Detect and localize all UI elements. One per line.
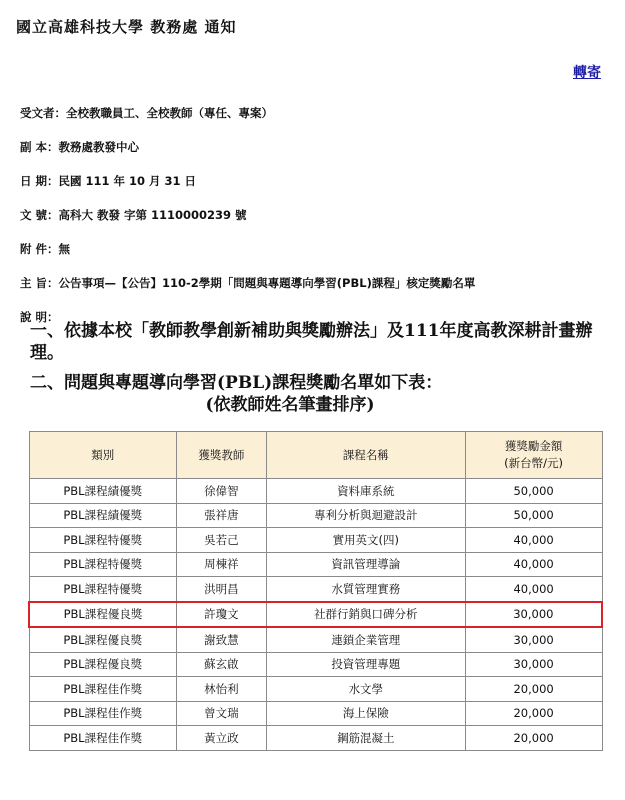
cell-teacher: 周棟祥 <box>176 552 266 577</box>
cell-amount: 20,000 <box>465 677 602 702</box>
cell-category: PBL課程佳作獎 <box>29 701 176 726</box>
cell-category: PBL課程特優獎 <box>29 552 176 577</box>
cell-course: 鋼筋混凝土 <box>266 726 465 751</box>
cell-amount: 20,000 <box>465 701 602 726</box>
table-row <box>29 552 602 577</box>
cell-teacher: 洪明昌 <box>176 577 266 602</box>
table-row <box>29 627 602 652</box>
cell-teacher: 張祥唐 <box>176 503 266 528</box>
header-teacher: 獲獎教師 <box>176 432 266 479</box>
table-row <box>29 602 602 628</box>
cell-amount: 40,000 <box>465 528 602 553</box>
cell-amount: 50,000 <box>465 503 602 528</box>
meta-attachment <box>20 232 475 266</box>
meta-date <box>20 164 475 198</box>
cell-category: PBL課程特優獎 <box>29 577 176 602</box>
meta-label: 附 件： <box>20 242 59 256</box>
cell-category: PBL課程佳作獎 <box>29 677 176 702</box>
meta-value: 無 <box>58 242 71 256</box>
cell-teacher: 謝致慧 <box>176 627 266 652</box>
meta-label: 受文者： <box>20 106 66 120</box>
cell-teacher: 許瓊文 <box>176 602 266 628</box>
cell-course: 連鎖企業管理 <box>266 627 465 652</box>
forward-link[interactable]: 轉寄 <box>573 65 601 81</box>
header-amount-label: 獲獎勵金額 <box>504 439 563 453</box>
cell-course: 實用英文(四) <box>266 528 465 553</box>
meta-value: 全校教職員工、全校教師（專任、專案） <box>66 106 273 120</box>
table-header-row <box>29 432 602 479</box>
description-item-2-text: 二、問題與專題導向學習(PBL)課程獎勵名單如下表： <box>30 373 443 393</box>
cell-amount: 20,000 <box>465 726 602 751</box>
cell-amount: 30,000 <box>465 652 602 677</box>
meta-cc <box>20 130 475 164</box>
meta-value: 公告事項—【公告】110-2學期「問題與專題導向學習(PBL)課程」核定獎勵名單 <box>58 276 476 290</box>
table-row <box>29 577 602 602</box>
cell-course: 專利分析與迴避設計 <box>266 503 465 528</box>
cell-course: 海上保險 <box>266 701 465 726</box>
cell-amount: 40,000 <box>465 577 602 602</box>
meta-label: 文 號： <box>20 208 59 222</box>
cell-course: 投資管理專題 <box>266 652 465 677</box>
meta-label: 說 明： <box>20 310 59 324</box>
table-row <box>29 677 602 702</box>
cell-course: 社群行銷與口碑分析 <box>266 602 465 628</box>
sort-note: (依教師姓名筆畫排序) <box>205 395 375 415</box>
cell-category: PBL課程佳作獎 <box>29 726 176 751</box>
meta-subject <box>20 266 475 300</box>
cell-category: PBL課程績優獎 <box>29 503 176 528</box>
meta-value: 高科大 教發 字第 1110000239 號 <box>58 208 247 222</box>
cell-category: PBL課程績優獎 <box>29 479 176 504</box>
cell-amount: 30,000 <box>465 602 602 628</box>
cell-course: 水文學 <box>266 677 465 702</box>
cell-course: 水質管理實務 <box>266 577 465 602</box>
meta-value: 教務處教發中心 <box>58 140 140 154</box>
cell-amount: 50,000 <box>465 479 602 504</box>
meta-doc-number <box>20 198 475 232</box>
cell-category: PBL課程特優獎 <box>29 528 176 553</box>
cell-category: PBL課程優良獎 <box>29 602 176 628</box>
notice-title: 國立高雄科技大學 教務處 通知 <box>16 18 237 36</box>
table-row <box>29 528 602 553</box>
cell-category: PBL課程優良獎 <box>29 627 176 652</box>
cell-course: 資料庫系統 <box>266 479 465 504</box>
description-item-2 <box>30 372 610 416</box>
meta-label: 日 期： <box>20 174 59 188</box>
meta-label: 副 本： <box>20 140 59 154</box>
table-row <box>29 701 602 726</box>
meta-value: 民國 111 年 10 月 31 日 <box>58 174 197 188</box>
cell-amount: 40,000 <box>465 552 602 577</box>
header-amount-unit: (新台幣/元) <box>504 456 564 470</box>
cell-teacher: 徐偉智 <box>176 479 266 504</box>
header-course: 課程名稱 <box>266 432 465 479</box>
cell-category: PBL課程優良獎 <box>29 652 176 677</box>
cell-amount: 30,000 <box>465 627 602 652</box>
notice-meta <box>20 96 475 334</box>
table-row <box>29 503 602 528</box>
cell-teacher: 蘇玄啟 <box>176 652 266 677</box>
cell-teacher: 黃立政 <box>176 726 266 751</box>
table-row <box>29 652 602 677</box>
cell-teacher: 吳若己 <box>176 528 266 553</box>
cell-teacher: 林怡利 <box>176 677 266 702</box>
cell-teacher: 曾文瑞 <box>176 701 266 726</box>
meta-recipient <box>20 96 475 130</box>
description-item-1: 一、依據本校「教師教學創新補助與獎勵辦法」及111年度高教深耕計畫辦理。 <box>30 321 593 363</box>
meta-label: 主 旨： <box>20 276 59 290</box>
table-row <box>29 726 602 751</box>
award-table <box>28 431 603 751</box>
cell-course: 資訊管理導論 <box>266 552 465 577</box>
header-amount <box>465 432 602 479</box>
table-row <box>29 479 602 504</box>
header-category: 類別 <box>29 432 176 479</box>
